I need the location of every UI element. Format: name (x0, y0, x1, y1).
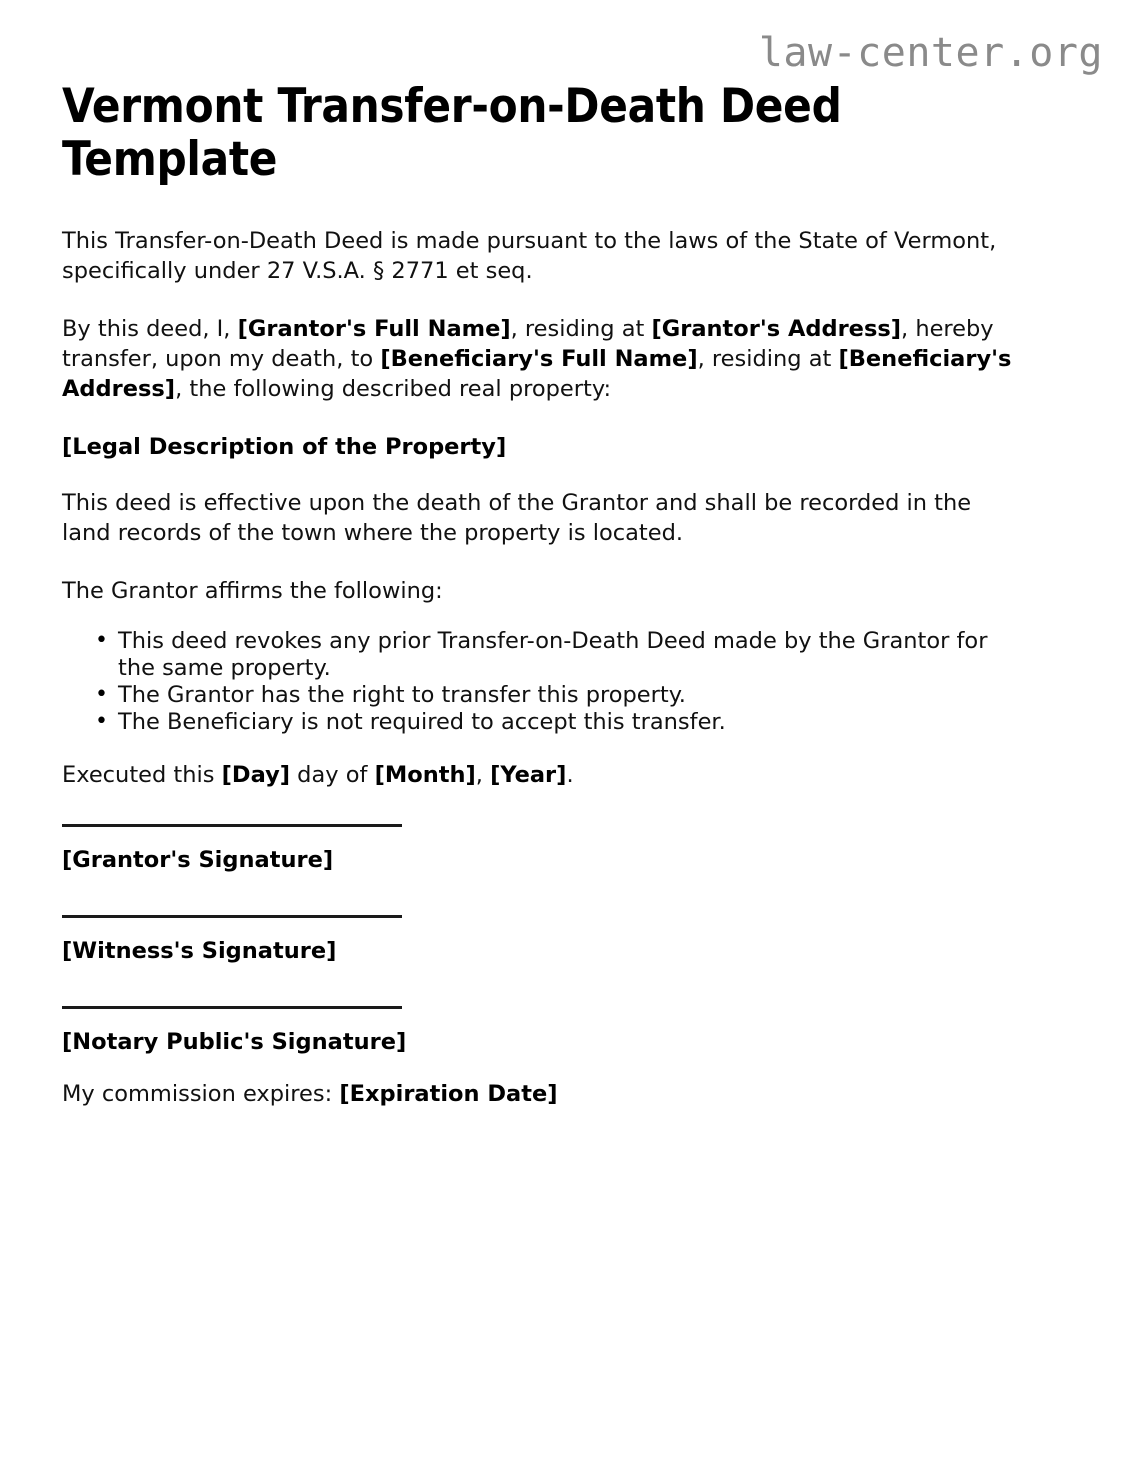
grantor-name-placeholder: [Grantor's Full Name] (237, 316, 511, 342)
expiration-date-placeholder: [Expiration Date] (339, 1081, 558, 1107)
transfer-part-4: , residing at (697, 346, 839, 372)
execution-part-4: . (566, 762, 574, 788)
month-placeholder: [Month] (374, 762, 476, 788)
transfer-clause-paragraph (62, 314, 1024, 404)
spacer (62, 606, 1024, 628)
transfer-part-3: , hereby transfer, upon my death, to (62, 316, 994, 372)
spacer (62, 1009, 1024, 1027)
commission-expiry-paragraph (62, 1079, 1024, 1109)
notary-signature-label: [Notary Public's Signature] (62, 1029, 407, 1055)
intro-paragraph (62, 226, 1024, 286)
spacer (62, 186, 1024, 226)
grantor-signature-label: [Grantor's Signature] (62, 847, 334, 873)
execution-part-3: , (475, 762, 491, 788)
affirmations-lead-in: The Grantor affirms the following: (62, 578, 443, 604)
beneficiary-name-placeholder: [Beneficiary's Full Name] (380, 346, 698, 372)
year-placeholder: [Year] (490, 762, 567, 788)
witness-signature-label: [Witness's Signature] (62, 938, 337, 964)
spacer (62, 827, 1024, 845)
grantor-address-placeholder: [Grantor's Address] (651, 316, 902, 342)
transfer-part-1: By this deed, I, (62, 316, 238, 342)
spacer (62, 736, 1024, 760)
intro-text: This Transfer-on-Death Deed is made pursuant to the laws of the State of Vermont, specifically under 27 V.S.A. § 2771 et seq. (62, 228, 997, 284)
day-placeholder: [Day] (221, 762, 291, 788)
spacer (62, 918, 1024, 936)
spacer (62, 790, 1024, 824)
execution-part-1: Executed this (62, 762, 222, 788)
transfer-part-5: , the following described real property: (175, 376, 612, 402)
list-item: • This deed revokes any prior Transfer-on-Death Deed made by the Grantor for the same property. (95, 628, 1024, 682)
spacer (62, 286, 1024, 314)
document-content (62, 80, 1024, 1109)
legal-description-placeholder: [Legal Description of the Property] (62, 434, 507, 460)
execution-clause-paragraph (62, 760, 1024, 790)
list-item: • The Beneficiary is not required to accept this transfer. (95, 709, 1024, 736)
spacer (62, 1057, 1024, 1079)
page-title: Vermont Transfer-on-Death Deed Template (62, 79, 842, 187)
beneficiary-address-placeholder: [Beneficiary's Address] (62, 346, 1012, 402)
spacer (62, 462, 1024, 488)
spacer (62, 404, 1024, 432)
site-watermark: law-center.org (758, 30, 1103, 76)
spacer (62, 966, 1024, 1006)
commission-label: My commission expires: (62, 1081, 340, 1107)
spacer (62, 875, 1024, 915)
list-item: • The Grantor has the right to transfer this property. (95, 682, 1024, 709)
effectiveness-paragraph: This deed is effective upon the death of the Grantor and shall be recorded in the land records of the town where the property is located. (62, 490, 972, 546)
execution-part-2: day of (290, 762, 375, 788)
affirmations-list (62, 628, 1024, 736)
transfer-part-2: , residing at (510, 316, 652, 342)
spacer (62, 548, 1024, 576)
